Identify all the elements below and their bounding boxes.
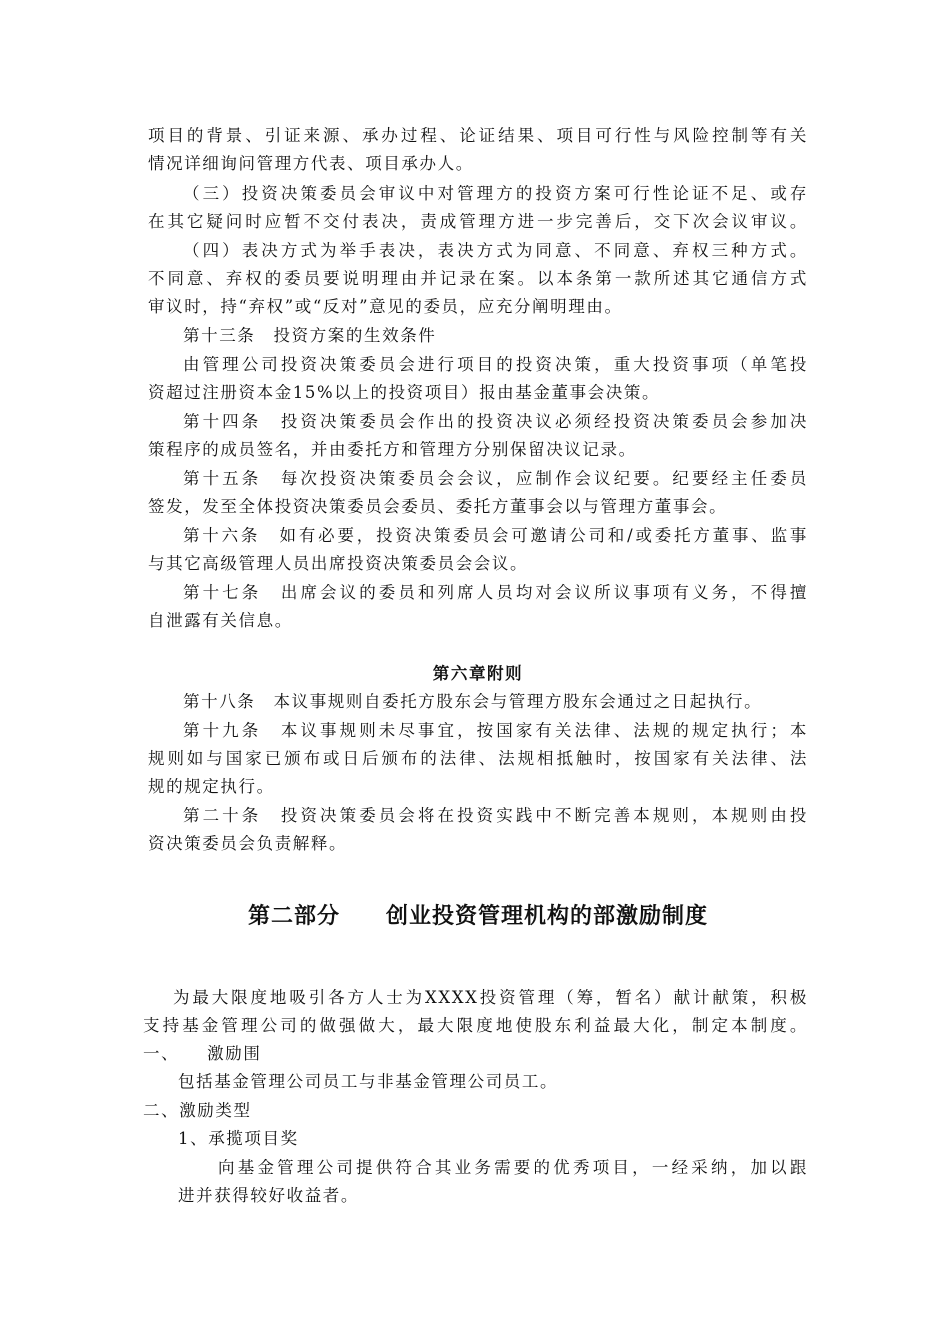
paragraph-line: 项目的背景、引证来源、承办过程、论证结果、项目可行性与风险控制等有关 xyxy=(148,126,808,145)
paragraph-line: 第十八条 本议事规则自委托方股东会与管理方股东会通过之日起执行。 xyxy=(183,692,763,711)
paragraph-line: （三）投资决策委员会审议中对管理方的投资方案可行性论证不足、或存 xyxy=(183,184,808,203)
paragraph-line: 在其它疑问时应暂不交付表决，责成管理方进一步完善后，交下次会议审议。 xyxy=(148,212,808,231)
paragraph-line: 第十五条 每次投资决策委员会会议，应制作会议纪要。纪要经主任委员 xyxy=(183,469,808,488)
paragraph-line: 情况详细询问管理方代表、项目承办人。 xyxy=(148,154,474,173)
paragraph-line: 策程序的成员签名，并由委托方和管理方分别保留决议记录。 xyxy=(148,440,637,459)
paragraph-line: 规的规定执行。 xyxy=(148,777,275,796)
paragraph-line: 进并获得较好收益者。 xyxy=(178,1186,359,1205)
paragraph-line: 不同意、弃权的委员要说明理由并记录在案。以本条第一款所述其它通信方式 xyxy=(148,269,808,288)
paragraph-line: 资超过注册资本金15%以上的投资项目）报由基金董事会决策。 xyxy=(148,383,661,402)
paragraph-line: 第十四条 投资决策委员会作出的投资决议必须经投资决策委员会参加决 xyxy=(183,412,808,431)
list-heading: 一、 激励围 xyxy=(143,1044,262,1063)
paragraph-line: 自泄露有关信息。 xyxy=(148,611,293,630)
paragraph-line: 向基金管理公司提供符合其业务需要的优秀项目，一经采纳，加以跟 xyxy=(218,1158,808,1177)
paragraph-line: （四）表决方式为举手表决，表决方式为同意、不同意、弃权三种方式。 xyxy=(183,241,808,260)
article-heading: 第十三条 投资方案的生效条件 xyxy=(183,326,437,345)
paragraph-line: 资决策委员会负责解释。 xyxy=(148,834,348,853)
paragraph-line: 第十七条 出席会议的委员和列席人员均对会议所议事项有义务，不得擅 xyxy=(183,583,808,602)
list-heading: 二、激励类型 xyxy=(143,1101,252,1120)
chapter-heading: 第六章附则 xyxy=(432,664,524,683)
paragraph-line: 第二十条 投资决策委员会将在投资实践中不断完善本规则，本规则由投 xyxy=(183,806,808,825)
paragraph-line: 审议时，持“弃权”或“反对”意见的委员，应充分阐明理由。 xyxy=(148,297,623,316)
paragraph-line: 规则如与国家已颁布或日后颁布的法律、法规相抵触时，按国家有关法律、法 xyxy=(148,749,808,768)
paragraph-line: 与其它高级管理人员出席投资决策委员会会议。 xyxy=(148,554,529,573)
part-title: 第二部分 创业投资管理机构的部激励制度 xyxy=(247,903,708,929)
paragraph-line: 签发，发至全体投资决策委员会委员、委托方董事会以与管理方董事会。 xyxy=(148,497,728,516)
paragraph-line: 由管理公司投资决策委员会进行项目的投资决策，重大投资事项（单笔投 xyxy=(183,355,808,374)
paragraph-line: 为最大限度地吸引各方人士为XXXX投资管理（筹，暂名）献计献策，积极 xyxy=(173,988,808,1007)
paragraph-line: 第十六条 如有必要，投资决策委员会可邀请公司和/或委托方董事、监事 xyxy=(183,526,808,545)
paragraph-line: 第十九条 本议事规则未尽事宜，按国家有关法律、法规的规定执行；本 xyxy=(183,721,808,740)
list-subheading: 1、承揽项目奖 xyxy=(178,1129,299,1148)
paragraph-line: 包括基金管理公司员工与非基金管理公司员工。 xyxy=(178,1072,559,1091)
paragraph-line: 支持基金管理公司的做强做大，最大限度地使股东利益最大化，制定本制度。 xyxy=(143,1016,808,1035)
